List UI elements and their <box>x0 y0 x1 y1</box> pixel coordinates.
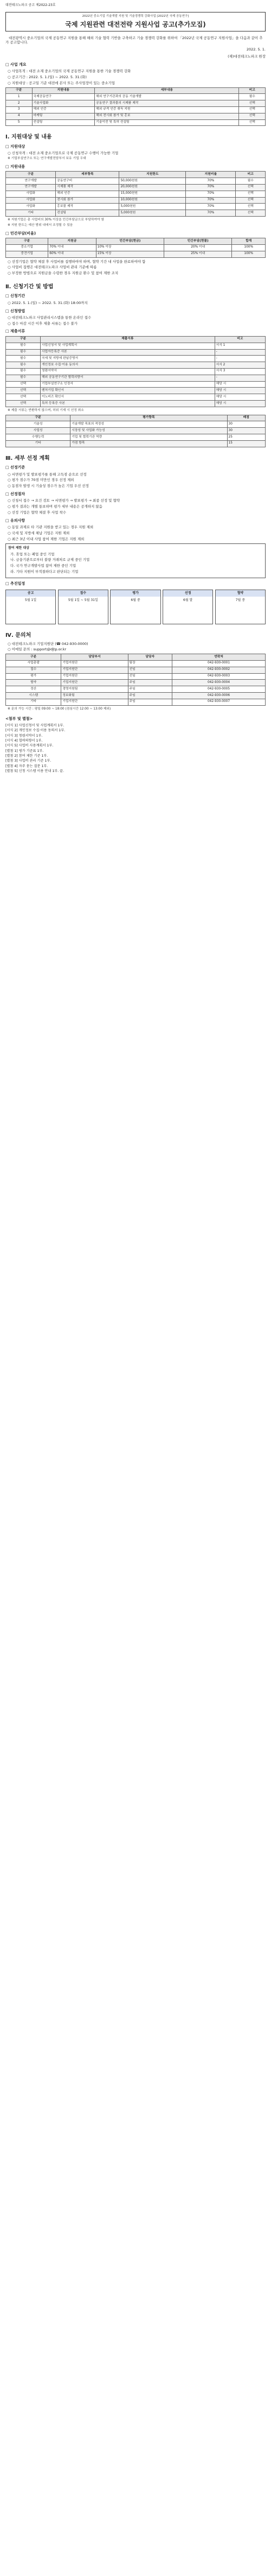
table-cell: 사업화 <box>6 197 56 204</box>
notice-document <box>5 0 266 774</box>
list-item: [서식 1] 사업신청서 및 사업계획서 1부. <box>5 723 64 727</box>
table-header-row <box>6 336 266 343</box>
table-cell: 사업총괄 <box>6 660 61 667</box>
section-3-p5: ○ 평가 결과는 개별 통보하며 평가 세부 내용은 공개하지 않음 <box>8 504 102 509</box>
table-cell: 선택 <box>236 204 266 210</box>
table-cell: 선택 <box>6 401 41 407</box>
table-cell: 70% <box>186 204 236 210</box>
section-4-p2: ○ 이메일 문의 : support@djtp.or.kr <box>8 647 67 652</box>
schedule-step-date: 5월 1일 ~ 5월 31일 <box>68 598 98 603</box>
schedule-step-title: 접수 <box>59 590 108 597</box>
table-header-cell: 지원한도 <box>119 172 186 178</box>
table-header-row <box>6 172 266 178</box>
section-2-sub3: □ 제출서류 <box>5 329 25 334</box>
table-header-cell: 비고 <box>215 336 265 343</box>
table-row <box>6 191 266 197</box>
table-cell: 기업부설연구소 인정서 <box>40 381 215 388</box>
table-cell: 필수 <box>6 362 41 369</box>
table-cell: 시장성 및 사업화 가능성 <box>70 428 227 434</box>
list-item: 가. 휴업 또는 폐업 중인 기업 <box>10 552 55 556</box>
table-row <box>6 394 266 401</box>
table-row <box>6 197 266 204</box>
table-row <box>6 356 266 362</box>
title-super: 2022년 중소기업 기술개발 지원 및 기술경쟁력 강화사업 [2022년 국제 공동연구] <box>82 15 189 18</box>
table-cell: 서식 3 <box>215 368 265 375</box>
table-header-cell: 민간부담(현물) <box>164 238 231 245</box>
table-cell: 정산 <box>6 686 61 693</box>
table-cell: 선택 <box>239 113 266 119</box>
table-cell: 기술사업화 <box>32 100 95 107</box>
schedule-step-date: 6월 말 <box>183 598 193 603</box>
table-cell: 1 <box>6 94 33 100</box>
table-cell: 컨설팅 <box>32 119 95 126</box>
table-header-cell: 구분 <box>6 415 70 421</box>
page-title: 국제 지원관련 대전전략 지원사업 공고(추가모집) <box>65 20 206 28</box>
section-4-note: ※ 문의 가능 시간 : 평일 09:00 ~ 18:00 (점심시간 12:00 ~ 13:00 제외) <box>8 707 111 711</box>
list-item: [별첨 2] 참여 제한 기준 1부. <box>5 754 48 758</box>
section-1-note2: ※ 지원 한도는 예산 범위 내에서 조정될 수 있음 <box>8 223 73 227</box>
table-cell: 주임 <box>128 680 172 686</box>
documents-table <box>5 336 266 407</box>
section-3-p6: ○ 선정 기업은 협약 체결 후 사업 착수 <box>8 510 67 515</box>
table-cell: 기업지원단 <box>61 660 128 667</box>
table-cell: 국제공동연구 <box>32 94 95 100</box>
section-3-p8: ○ 국세 및 지방세 체납 기업은 지원 제외 <box>8 530 70 535</box>
section-3-p2: ○ 평가 점수가 70점 미만인 경우 선정 제외 <box>8 478 74 483</box>
list-item: [별첨 4] 자주 묻는 질문 1부. <box>5 764 48 768</box>
table-cell: 벤처기업 확인서 <box>40 388 215 394</box>
section-4-p1: ○ 대전테크노파크 기업지원단 (☎ 042-930-0000) <box>8 641 88 646</box>
section-1b-p1: ○ 선정기업은 협약 체결 후 사업비를 집행하여야 하며, 협약 기간 내 사업을 완료하여야 함 <box>8 259 146 264</box>
list-item: 나. 금융기관으로부터 불량 거래처로 규제 중인 기업 <box>10 558 90 562</box>
table-cell: 개인정보 수집·이용 동의서 <box>40 362 215 369</box>
table-cell: 선택 <box>236 210 266 217</box>
table-cell: 30 <box>227 428 265 434</box>
table-cell: 특허 등록증 사본 <box>40 401 215 407</box>
notice-date: 2022. 5. 1. <box>246 47 266 52</box>
schedule-flow <box>5 590 266 624</box>
table-cell: 042-930-0006 <box>172 693 265 699</box>
table-cell: 042-930-0004 <box>172 680 265 686</box>
table-cell: 기타 <box>6 440 70 447</box>
section-3-p7: ○ 동일 과제로 타 기관 지원을 받고 있는 경우 지원 제외 <box>8 525 94 530</box>
schedule-step <box>110 590 160 624</box>
table-row <box>6 434 266 441</box>
schedule-step-title: 공고 <box>6 590 55 597</box>
section-1-sub1: □ 지원대상 <box>5 144 25 149</box>
table-cell: 선임 <box>128 673 172 680</box>
table-cell: 컨설팅 <box>56 210 119 217</box>
table-row <box>6 204 266 210</box>
support-table <box>5 171 266 217</box>
restriction-box <box>5 543 266 578</box>
table-row <box>6 381 266 388</box>
table-cell: 4 <box>6 113 33 119</box>
table-header-cell: 담당자 <box>128 654 172 661</box>
table-header-cell: 합계 <box>232 238 266 245</box>
list-item: ○ 사업목적 : 대전 소재 중소기업의 국제 공동연구 지원을 통한 기술 경쟁력 강화 <box>8 69 131 74</box>
table-cell: 해외 규격 인증 취득 지원 <box>95 106 239 113</box>
table-cell: 선택 <box>6 381 41 388</box>
table-row <box>6 667 266 673</box>
table-cell: 10% 이상 <box>96 244 164 251</box>
table-cell: 70% <box>186 184 236 191</box>
table-row <box>6 244 266 251</box>
restriction-box-title: 참여 제한 대상 <box>8 546 29 550</box>
list-item: 다. 국가 연구개발사업 참여 제한 중인 기업 <box>10 564 76 568</box>
table-cell: 5 <box>6 119 33 126</box>
table-cell: 선택 <box>236 191 266 197</box>
table-cell: 해외 공동연구기관 협력의향서 <box>40 375 215 381</box>
intro-text: 대전광역시 중소기업의 국제 공동연구 지원을 통해 해외 기술 협력 기반을 구축하고 기술 경쟁력 강화를 위하여 「2022년 국제 공동연구 지원사업」을 다음과 같이 추가 공고합니다. <box>5 35 263 45</box>
list-item: [서식 4] 협력의향서 1부. <box>5 738 43 743</box>
section-4-title: Ⅳ. 문의처 <box>5 632 31 639</box>
table-cell: 이노비즈 확인서 <box>40 394 215 401</box>
schedule-step <box>163 590 213 624</box>
schedule-step <box>215 590 266 624</box>
table-row <box>6 349 266 356</box>
table-header-row <box>6 415 266 421</box>
table-row <box>6 660 266 667</box>
table-cell: 기업지원단 <box>61 680 128 686</box>
table-cell: 70% <box>186 210 236 217</box>
table-cell: 중견기업 <box>6 251 48 257</box>
section-1-sub2: □ 지원내용 <box>5 164 25 169</box>
table-cell: 5,000천원 <box>119 204 186 210</box>
section-1-note1: ※ 지원기업은 총 사업비의 30% 이상을 민간부담금으로 부담하여야 함 <box>8 218 105 222</box>
table-row <box>6 210 266 217</box>
table-cell: 15 <box>227 440 265 447</box>
table-cell: 50,000천원 <box>119 178 186 185</box>
list-item: [서식 3] 청렴서약서 1부. <box>5 733 43 738</box>
section-3-sub3: □ 유의사항 <box>5 518 25 523</box>
table-cell: 정보화팀 <box>61 693 128 699</box>
table-row <box>6 94 266 100</box>
table-cell: 청렴서약서 <box>40 368 215 375</box>
section-1b-p3: ○ 부정한 방법으로 지원금을 수령한 경우 지원금 환수 및 참여 제한 조치 <box>8 271 119 276</box>
table-cell: 필수 <box>236 178 266 185</box>
attachments-title: <첨부 및 별첨> <box>5 717 33 721</box>
section-3-sub1: □ 선정기준 <box>5 465 25 470</box>
table-cell: 서식 2 <box>215 362 265 369</box>
overview-label: □ 사업 개요 <box>5 62 27 67</box>
table-cell: 공동연구 결과물의 시제품 제작 <box>95 100 239 107</box>
table-cell: 선택 <box>6 394 41 401</box>
table-row <box>6 113 266 119</box>
section-2-title: Ⅱ. 신청기간 및 방법 <box>5 283 54 290</box>
table-header-cell: 민간부담(현금) <box>96 238 164 245</box>
table-cell: 사업화 <box>6 204 56 210</box>
table-row <box>6 673 266 680</box>
attachments-list <box>5 724 266 774</box>
table-row <box>6 178 266 185</box>
list-item: [별첨 5] 신청 시스템 이용 안내 1부. 끝. <box>5 769 64 774</box>
table-row <box>6 440 266 447</box>
table-cell: 기타 <box>6 699 61 705</box>
section-3-sub4: □ 추진일정 <box>5 581 25 586</box>
title-box <box>5 12 266 31</box>
table-header-cell: 제출서류 <box>40 336 215 343</box>
section-1b-sub: □ 민간부담(비율) <box>5 231 36 236</box>
schedule-step-title: 선정 <box>163 590 212 597</box>
table-cell: 수행능력 <box>6 434 70 441</box>
list-item: [서식 5] 사업비 사용계획서 1부. <box>5 744 54 748</box>
table-cell: 15,000천원 <box>119 191 186 197</box>
table-cell: 042-930-0002 <box>172 667 265 673</box>
table-cell: 필수 <box>6 343 41 349</box>
table-cell: 팀장 <box>128 660 172 667</box>
table-cell: 20% 이내 <box>164 244 231 251</box>
schedule-step-date: 5월 1일 <box>25 598 37 603</box>
section-2-sub2: □ 신청방법 <box>5 308 25 313</box>
table-header-cell: 지원내용 <box>32 87 95 94</box>
table-header-cell: 구분 <box>6 238 48 245</box>
table-cell: 30 <box>227 421 265 428</box>
table-header-cell: 지원금 <box>48 238 96 245</box>
table-cell: - <box>215 349 265 356</box>
section-1b-p2: ○ 사업비 집행은 대전테크노파크 사업비 관리 기준에 따름 <box>8 265 97 270</box>
table-cell: 042-930-0003 <box>172 673 265 680</box>
schedule-step-date: 6월 중 <box>131 598 140 603</box>
table-cell: 100% <box>232 251 266 257</box>
table-cell: 사업성 <box>6 428 70 434</box>
table-cell: 평가 <box>6 673 61 680</box>
table-cell: 서식 1 <box>215 343 265 349</box>
table-header-cell: 세부항목 <box>56 172 119 178</box>
table-header-cell: 비고 <box>239 87 266 94</box>
table-cell: 선택 <box>239 106 266 113</box>
table-cell: 해당 시 <box>215 381 265 388</box>
table-cell: 10,000천원 <box>119 197 186 204</box>
table-cell: 시제품 제작 <box>56 184 119 191</box>
table-header-cell: 구분 <box>6 336 41 343</box>
cost-share-table <box>5 238 266 257</box>
table-row <box>6 686 266 693</box>
table-cell: 기업 및 협력기관 역량 <box>70 434 227 441</box>
table-cell: 필수 <box>239 94 266 100</box>
table-cell: 70% <box>186 197 236 204</box>
table-cell: 70% <box>186 178 236 185</box>
table-header-cell: 비고 <box>236 172 266 178</box>
table-cell: 042-930-0007 <box>172 699 265 705</box>
schedule-step-title: 평가 <box>111 590 160 597</box>
table-cell: 선택 <box>239 119 266 126</box>
table-cell: 전시회 참가 <box>56 197 119 204</box>
overview-table <box>5 87 266 126</box>
section-3-sub2: □ 선정절차 <box>5 491 25 496</box>
table-cell: 선택 <box>236 184 266 191</box>
table-cell: 필수 <box>6 368 41 375</box>
table-cell: 선택 <box>239 100 266 107</box>
table-cell: 25 <box>227 434 265 441</box>
table-cell: 가점 항목 <box>70 440 227 447</box>
section-3-p3: ○ 동점자 발생 시 기술성 점수가 높은 기업 우선 선정 <box>8 484 89 489</box>
table-cell: 경영지원팀 <box>61 686 128 693</box>
section-2-sub1: □ 신청기간 <box>5 294 25 299</box>
table-header-cell: 세부내용 <box>95 87 239 94</box>
table-cell: 선택 <box>6 388 41 394</box>
table-cell: 해당 시 <box>215 401 265 407</box>
section-1-title: Ⅰ. 지원대상 및 내용 <box>5 134 52 141</box>
table-cell: 협약 <box>6 680 61 686</box>
table-cell: 3 <box>6 106 33 113</box>
table-row <box>6 693 266 699</box>
table-row <box>6 401 266 407</box>
table-row <box>6 375 266 381</box>
table-header-cell: 구분 <box>6 654 61 661</box>
table-cell: 홍보물 제작 <box>56 204 119 210</box>
table-cell: 70% 이내 <box>48 244 96 251</box>
table-header-row <box>6 87 266 94</box>
notice-org: (재)대전테크노파크 원장 <box>228 54 266 59</box>
table-cell: 기업지원단 <box>61 673 128 680</box>
section-2-p2: ○ 대전테크노파크 사업관리시스템을 통한 온라인 접수 <box>8 315 92 320</box>
list-item: [별첨 1] 평가 기준표 1부. <box>5 749 44 753</box>
table-cell: 필수 <box>6 356 41 362</box>
section-3-p1: ○ 서면평가 및 발표평가를 통해 고득점 순으로 선정 <box>8 472 87 477</box>
table-cell: 2 <box>6 100 33 107</box>
table-cell: 사업신청서 및 사업계획서 <box>40 343 215 349</box>
section-3-p4: ○ 신청서 접수 → 요건 검토 → 서면평가 → 발표평가 → 최종 선정 및 협약 <box>8 498 120 503</box>
table-header-cell: 배점 <box>227 415 265 421</box>
table-header-cell: 지원비율 <box>186 172 236 178</box>
table-row <box>6 119 266 126</box>
restriction-box-items <box>8 552 263 574</box>
list-item: [서식 2] 개인정보 수집·이용 동의서 1부. <box>5 729 66 733</box>
table-cell: 해외 인증 <box>32 106 95 113</box>
table-cell: 주임 <box>128 693 172 699</box>
table-row <box>6 343 266 349</box>
table-cell: 선임 <box>128 667 172 673</box>
section-3-p9: ○ 최근 3년 이내 사업 참여 제한 기업은 지원 제외 <box>8 536 85 541</box>
table-cell: 기술이전 및 특허 컨설팅 <box>95 119 239 126</box>
schedule-step-title: 협약 <box>216 590 265 597</box>
table-cell: 주임 <box>128 699 172 705</box>
notice-number: 대전테크노파크 공고 제2022-23호 <box>5 3 56 7</box>
table-cell: 해외 전시회 참가 및 홍보 <box>95 113 239 119</box>
table-row <box>6 106 266 113</box>
table-cell: 70% <box>186 191 236 197</box>
table-row <box>6 428 266 434</box>
schedule-step-date: 7월 중 <box>235 598 246 603</box>
table-cell: 필수 <box>6 349 41 356</box>
table-cell: 기업지원단 <box>61 699 128 705</box>
table-cell: 주임 <box>128 686 172 693</box>
table-header-cell: 연락처 <box>172 654 265 661</box>
list-item: ○ 공고기간 : 2022. 5. 1.(일) ~ 2022. 5. 31.(화) <box>8 74 87 79</box>
table-cell: 기타 <box>6 210 56 217</box>
section-1-p2: ※ 기업부설연구소 또는 연구개발전담부서 보유 기업 우대 <box>8 157 86 161</box>
table-row <box>6 388 266 394</box>
table-cell: 5,000천원 <box>119 210 186 217</box>
list-item: [별첨 3] 사업비 관리 기준 1부. <box>5 759 51 763</box>
table-cell: 해당 시 <box>215 394 265 401</box>
table-header-cell: 구분 <box>6 87 33 94</box>
table-row <box>6 184 266 191</box>
table-cell: 기업지원단 <box>61 667 128 673</box>
table-cell: 선택 <box>236 197 266 204</box>
table-cell: 기술개발 목표의 적정성 <box>70 421 227 428</box>
table-header-cell: 담당부서 <box>61 654 128 661</box>
table-cell: 필수 <box>6 375 41 381</box>
overview-items <box>5 69 266 85</box>
section-1-p1: ○ 신청자격 : 대전 소재 중소기업으로 국제 공동연구 수행이 가능한 기업 <box>8 151 119 156</box>
table-cell: 접수 <box>6 667 61 673</box>
evaluation-table <box>5 415 266 447</box>
table-cell: - <box>215 375 265 381</box>
table-row <box>6 368 266 375</box>
schedule-step <box>58 590 108 624</box>
list-item: ○ 지원대상 : 공고일 기준 대전에 본사 또는 주사업장이 있는 중소기업 <box>8 80 115 85</box>
table-cell: 15% 이상 <box>96 251 164 257</box>
table-header-cell: 평가항목 <box>70 415 227 421</box>
table-cell: 중소기업 <box>6 244 48 251</box>
table-cell: 042-930-0005 <box>172 686 265 693</box>
table-row <box>6 251 266 257</box>
table-cell: 시스템 <box>6 693 61 699</box>
table-cell: 해당 시 <box>215 388 265 394</box>
table-row <box>6 362 266 369</box>
table-cell: 25% 이내 <box>164 251 231 257</box>
schedule-step <box>5 590 56 624</box>
table-header-row <box>6 238 266 245</box>
table-cell: 해외 인증 <box>56 191 119 197</box>
table-cell: 해외 연구기관과의 공동 기술개발 <box>95 94 239 100</box>
table-cell: 사업자등록증 사본 <box>40 349 215 356</box>
table-cell: 기술성 <box>6 421 70 428</box>
table-cell: 60% 이내 <box>48 251 96 257</box>
table-row <box>6 100 266 107</box>
section-3-title: Ⅲ. 세부 선정 계획 <box>5 455 50 461</box>
contact-table <box>5 654 266 706</box>
table-cell: 공동연구비 <box>56 178 119 185</box>
section-2-p3: ○ 접수 마감 시간 이후 제출 서류는 접수 불가 <box>8 321 78 326</box>
table-cell: 국세 및 지방세 완납증명서 <box>40 356 215 362</box>
table-cell: - <box>215 356 265 362</box>
table-row <box>6 680 266 686</box>
table-row <box>6 421 266 428</box>
table-cell: 마케팅 <box>32 113 95 119</box>
table-header-cell: 구분 <box>6 172 56 178</box>
table-cell: 연구개발 <box>6 178 56 185</box>
table-cell: 20,000천원 <box>119 184 186 191</box>
section-2-note: ※ 제출 서류는 반환하지 않으며, 허위 기재 시 선정 취소 <box>8 408 84 412</box>
table-cell: 100% <box>232 244 266 251</box>
list-item: 라. 기타 지원이 부적절하다고 판단되는 기업 <box>10 569 79 574</box>
table-cell: 사업화 <box>6 191 56 197</box>
table-row <box>6 699 266 705</box>
table-cell: 연구개발 <box>6 184 56 191</box>
table-cell: 042-930-0001 <box>172 660 265 667</box>
section-2-p1: ○ 2022. 5. 1.(일) ~ 2022. 5. 31.(화) 18:00까지 <box>8 300 88 305</box>
table-header-row <box>6 654 266 661</box>
